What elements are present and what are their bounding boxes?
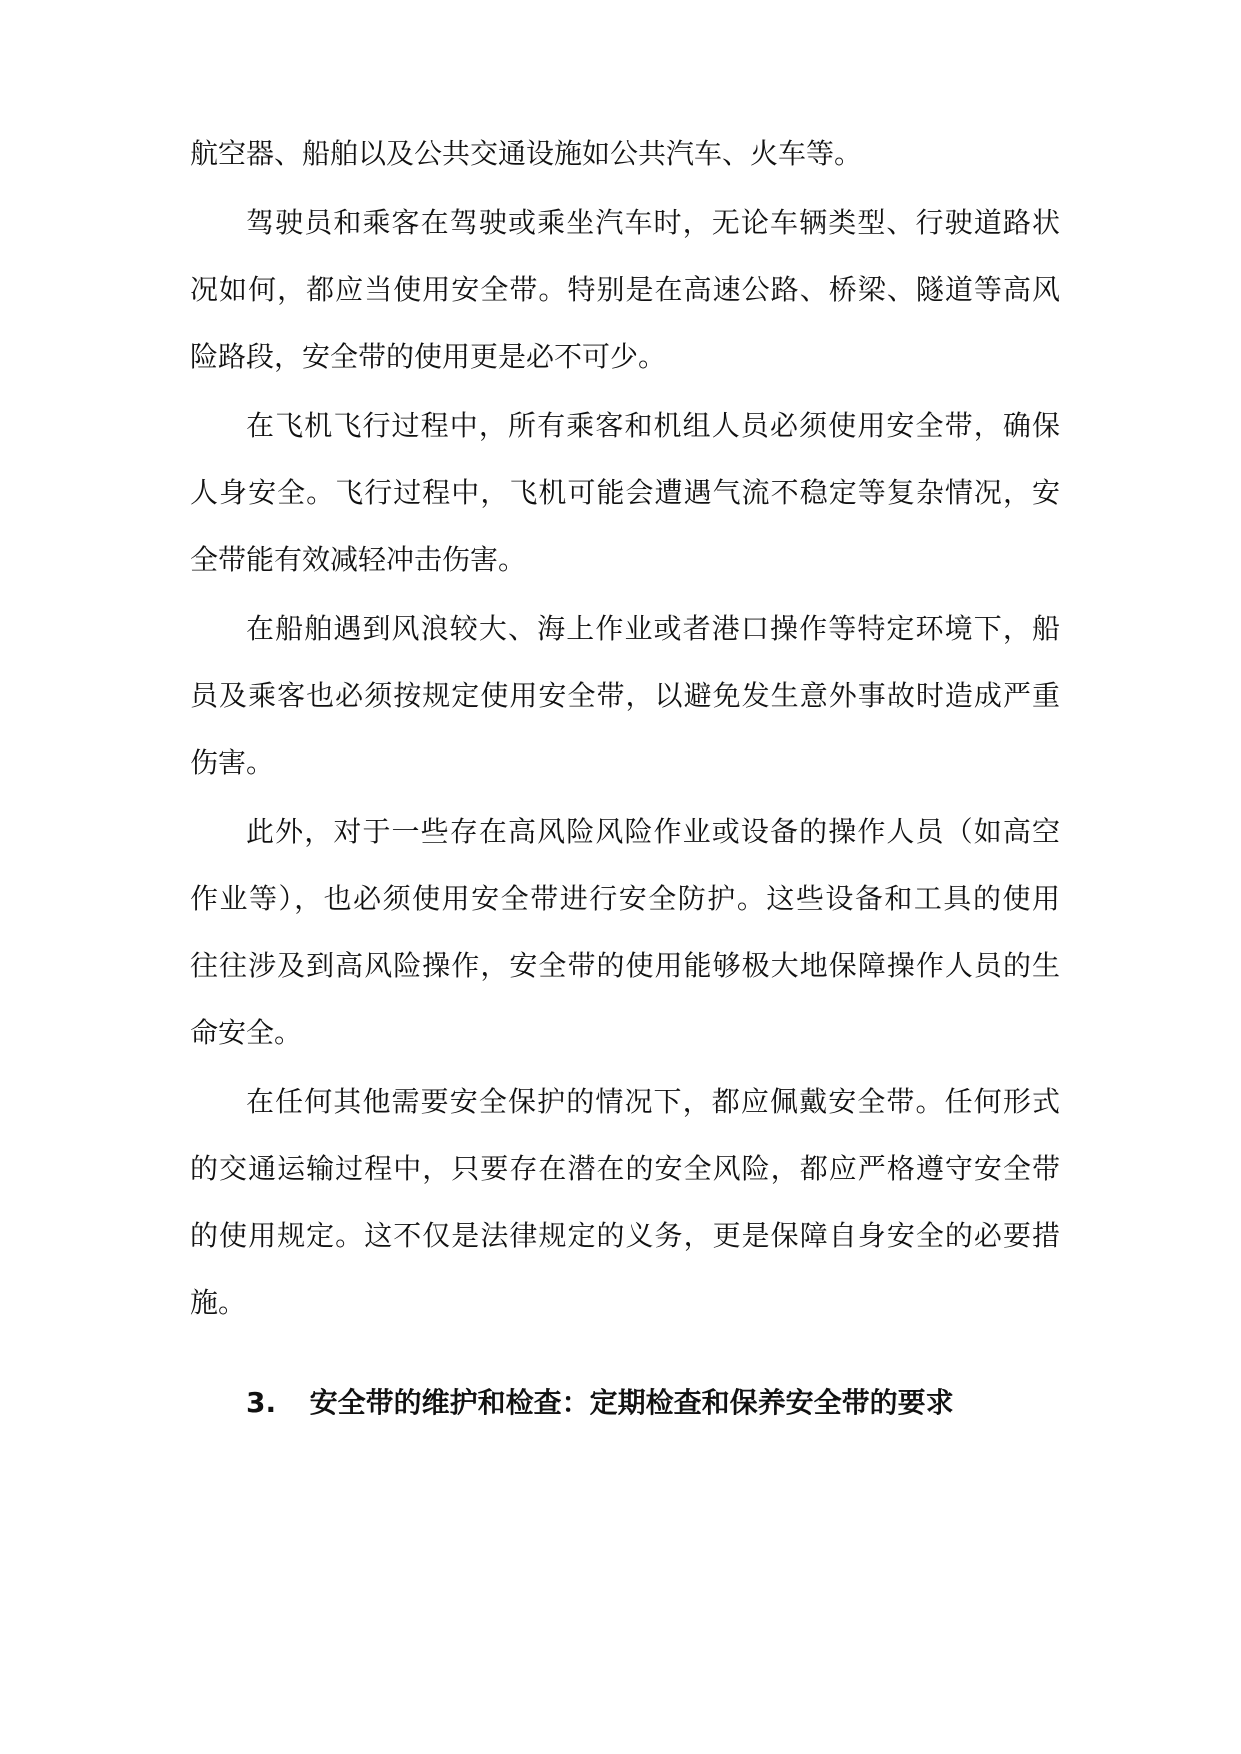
section-heading: [246, 1383, 954, 1423]
paragraph-line: 航空器、船舶以及公共交通设施如公共汽车、火车等。: [190, 137, 863, 170]
paragraph-line: 在任何其他需要安全保护的情况下，都应佩戴安全带。任何形式: [246, 1085, 1060, 1118]
paragraph-line: 此外，对于一些存在高风险风险作业或设备的操作人员（如高空: [246, 815, 1060, 848]
paragraph-line: 往往涉及到高风险操作，安全带的使用能够极大地保障操作人员的生: [190, 949, 1060, 982]
paragraph-line: 况如何，都应当使用安全带。特别是在高速公路、桥梁、隧道等高风: [190, 273, 1060, 306]
paragraph-line: 的使用规定。这不仅是法律规定的义务，更是保障自身安全的必要措: [190, 1219, 1060, 1252]
paragraph-line: 在飞机飞行过程中，所有乘客和机组人员必须使用安全带，确保: [246, 409, 1060, 442]
paragraph-line: 的交通运输过程中，只要存在潜在的安全风险，都应严格遵守安全带: [190, 1152, 1060, 1185]
paragraph-line: 命安全。: [190, 1016, 303, 1049]
paragraph-line: 驾驶员和乘客在驾驶或乘坐汽车时，无论车辆类型、行驶道路状: [246, 206, 1060, 239]
paragraph-line: 人身安全。飞行过程中，飞机可能会遭遇气流不稳定等复杂情况，安: [190, 476, 1060, 509]
paragraph-line: 在船舶遇到风浪较大、海上作业或者港口操作等特定环境下，船: [246, 612, 1060, 645]
paragraph-line: 险路段，安全带的使用更是必不可少。: [190, 340, 667, 373]
section-title: 安全带的维护和检查：定期检查和保养安全带的要求: [309, 1386, 954, 1419]
paragraph-line: 员及乘客也必须按规定使用安全带，以避免发生意外事故时造成严重: [190, 679, 1060, 712]
section-number: 3.: [246, 1386, 277, 1419]
paragraph-line: 作业等），也必须使用安全带进行安全防护。这些设备和工具的使用: [190, 882, 1060, 915]
paragraph-line: 伤害。: [190, 746, 275, 779]
paragraph-line: 施。: [190, 1286, 247, 1319]
paragraph-line: 全带能有效减轻冲击伤害。: [190, 543, 527, 576]
